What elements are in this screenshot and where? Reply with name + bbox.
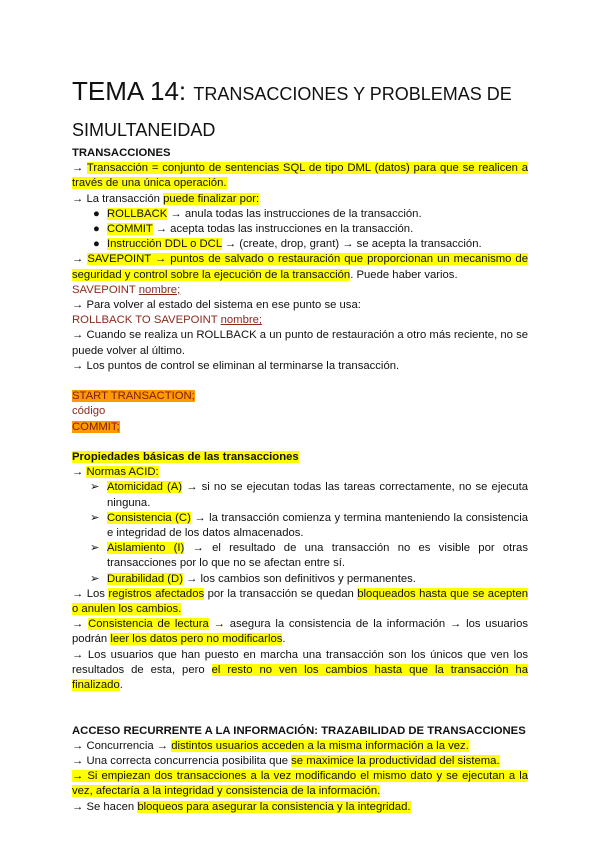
paragraph-savepoint <box>72 252 528 282</box>
text: Se hacen <box>86 800 138 813</box>
code-commit: COMMIT; <box>72 420 120 433</box>
arrow-icon: → <box>72 770 84 783</box>
highlight-text: Aislamiento (I) <box>107 542 185 555</box>
list-item-atomicidad <box>72 480 528 510</box>
text: . Puede haber varios. <box>350 268 458 281</box>
highlight-text: COMMIT <box>107 223 153 236</box>
paragraph-concurrencia <box>72 739 528 754</box>
text: Cuando se realiza un ROLLBACK a un punto de restauración a otro más reciente, no se puede volver al último. <box>72 329 529 357</box>
highlight-text: se maximice la productividad del sistema. <box>291 755 500 768</box>
paragraph-acid <box>72 465 528 480</box>
list-item-ddl-dcl <box>72 237 528 252</box>
section-heading-transacciones: TRANSACCIONES <box>72 147 171 159</box>
arrow-icon: → <box>72 299 84 312</box>
highlight-text: Transacción = conjunto de sentencias SQL de tipo DML (datos) para que se realicen a través de una única operación. <box>72 162 528 190</box>
text: → asegura la consistencia de la información → los usuarios podrán <box>72 618 528 646</box>
arrow-icon: → <box>72 800 84 813</box>
highlight-arrow <box>72 770 87 782</box>
paragraph-consistencia-lectura <box>72 617 528 647</box>
highlight-text: registros afectados <box>108 587 205 600</box>
paragraph-rollback-restore <box>72 328 528 358</box>
highlight-text: el resto no ven los cambios hasta que la transacción ha finalizado <box>72 663 528 692</box>
arrow-icon: → <box>72 755 84 768</box>
bullet-icon: ● <box>93 238 100 251</box>
highlight-text: Si empiezan dos transacciones a la vez modificando el mismo dato y se ejecutan a la vez, afectaría a la integridad y consistencia de la información. <box>72 770 529 798</box>
text: Una correcta concurrencia posibilita que <box>86 755 292 768</box>
list-item-consistencia <box>72 511 528 541</box>
highlight-text: Durabilidad (D) <box>107 572 183 585</box>
code-savepoint <box>72 283 528 298</box>
title-text: TRANSACCIONES Y PROBLEMAS DE SIMULTANEIDAD <box>72 84 512 140</box>
highlight-text: Consistencia (C) <box>107 511 191 524</box>
chevron-icon: ➢ <box>90 481 100 494</box>
code-argument: nombre; <box>220 314 263 327</box>
code-block-start <box>72 389 528 404</box>
text: La transacción <box>86 192 164 205</box>
text: → (create, drop, grant) → se acepta la transacción. <box>221 238 482 251</box>
text: . <box>282 633 286 646</box>
text: por la transacción se quedan <box>204 587 358 600</box>
list-item-commit <box>72 222 528 237</box>
list-item-rollback <box>72 207 528 222</box>
paragraph-usuarios <box>72 648 528 694</box>
code-block-commit <box>72 420 528 435</box>
code-block-body: código <box>72 405 106 418</box>
text: . <box>119 679 123 692</box>
text: → acepta todas las instrucciones en la transacción. <box>152 223 414 236</box>
arrow-icon: → <box>72 587 84 600</box>
highlight-text: Normas ACID: <box>86 466 159 479</box>
paragraph-volver <box>72 298 528 313</box>
document-body <box>72 146 528 815</box>
code-keyword: SAVEPOINT <box>72 283 139 296</box>
paragraph-control-points <box>72 359 528 374</box>
arrow-icon: → <box>72 466 84 479</box>
highlight-text: puede finalizar por: <box>163 192 260 205</box>
code-rollback-to-savepoint <box>72 313 528 328</box>
highlight-text: Propiedades básicas de las transacciones <box>72 451 299 464</box>
spacer <box>72 374 528 389</box>
bullet-icon: ● <box>93 223 100 236</box>
section-heading-propiedades <box>72 450 528 465</box>
paragraph-transaccion-definition <box>72 161 528 191</box>
text: → anula todas las instrucciones de la transacción. <box>167 207 422 220</box>
highlight-text: SAVEPOINT → puntos de salvado o restauración que proporcionan un mecanismo de seguridad y control sobre la ejecución de la transacción <box>72 253 529 281</box>
arrow-icon: → <box>72 329 84 342</box>
chevron-icon: ➢ <box>90 572 100 585</box>
spacer <box>72 708 528 723</box>
title-number: TEMA 14: <box>72 76 194 106</box>
chevron-icon: ➢ <box>90 542 100 555</box>
arrow-icon: → <box>72 253 84 266</box>
arrow-icon: → <box>72 739 84 752</box>
highlight-text: Consistencia de lectura <box>88 618 209 631</box>
code-argument: nombre; <box>138 283 181 296</box>
spacer <box>72 693 528 708</box>
bullet-icon: ● <box>93 207 100 220</box>
highlight-text: distintos usuarios acceden a la misma información a la vez. <box>171 739 469 752</box>
arrow-icon: → <box>72 162 84 175</box>
page-title <box>72 0 528 146</box>
text: Los puntos de control se eliminan al terminarse la transacción. <box>86 359 400 372</box>
highlight-text: bloqueos para asegurar la consistencia y la integridad. <box>137 800 411 813</box>
paragraph-registros <box>72 587 528 617</box>
highlight-text: leer los datos pero no modificarlos <box>110 633 283 646</box>
paragraph-finalizar <box>72 192 528 207</box>
paragraph-bloqueos <box>72 800 528 815</box>
code-keyword: ROLLBACK TO SAVEPOINT <box>72 314 221 327</box>
text: Concurrencia → <box>86 739 172 752</box>
highlight-text: ROLLBACK <box>107 207 168 220</box>
chevron-icon: ➢ <box>90 511 100 524</box>
text: → si no se ejecutan todas las tareas correctamente, no se ejecuta ninguna. <box>107 481 528 509</box>
highlight-text: Atomicidad (A) <box>107 481 183 494</box>
arrow-icon: → <box>72 359 84 372</box>
spacer <box>72 435 528 450</box>
arrow-icon: → <box>72 648 84 661</box>
highlight-text: bloqueados hasta que se acepten o anulen los cambios. <box>72 587 529 616</box>
text: Los <box>86 587 109 600</box>
text: Los usuarios que han puesto en marcha una transacción son los únicos que ven los resultados de esta, pero <box>72 648 529 676</box>
paragraph-dos-transacciones <box>72 769 528 799</box>
text: Para volver al estado del sistema en ese punto se usa: <box>86 299 361 312</box>
text: → la transacción comienza y termina manteniendo la consistencia e integridad de los datos almacenados. <box>107 511 528 540</box>
arrow-icon: → <box>72 192 84 205</box>
list-item-durabilidad <box>72 572 528 587</box>
code-start-transaction: START TRANSACTION; <box>72 390 195 403</box>
text: → el resultado de una transacción no es visible por otras transacciones por lo que no se afectan entre sí. <box>107 542 528 570</box>
paragraph-correcta-concurrencia <box>72 754 528 769</box>
arrow-icon: → <box>72 618 84 631</box>
highlight-text: Instrucción DDL o DCL <box>107 238 222 251</box>
section-heading-acceso-recurrente: ACCESO RECURRENTE A LA INFORMACIÓN: TRAZABILIDAD DE TRANSACCIONES <box>72 724 526 737</box>
list-item-aislamiento <box>72 541 528 571</box>
text: → los cambios son definitivos y permanentes. <box>182 572 416 585</box>
